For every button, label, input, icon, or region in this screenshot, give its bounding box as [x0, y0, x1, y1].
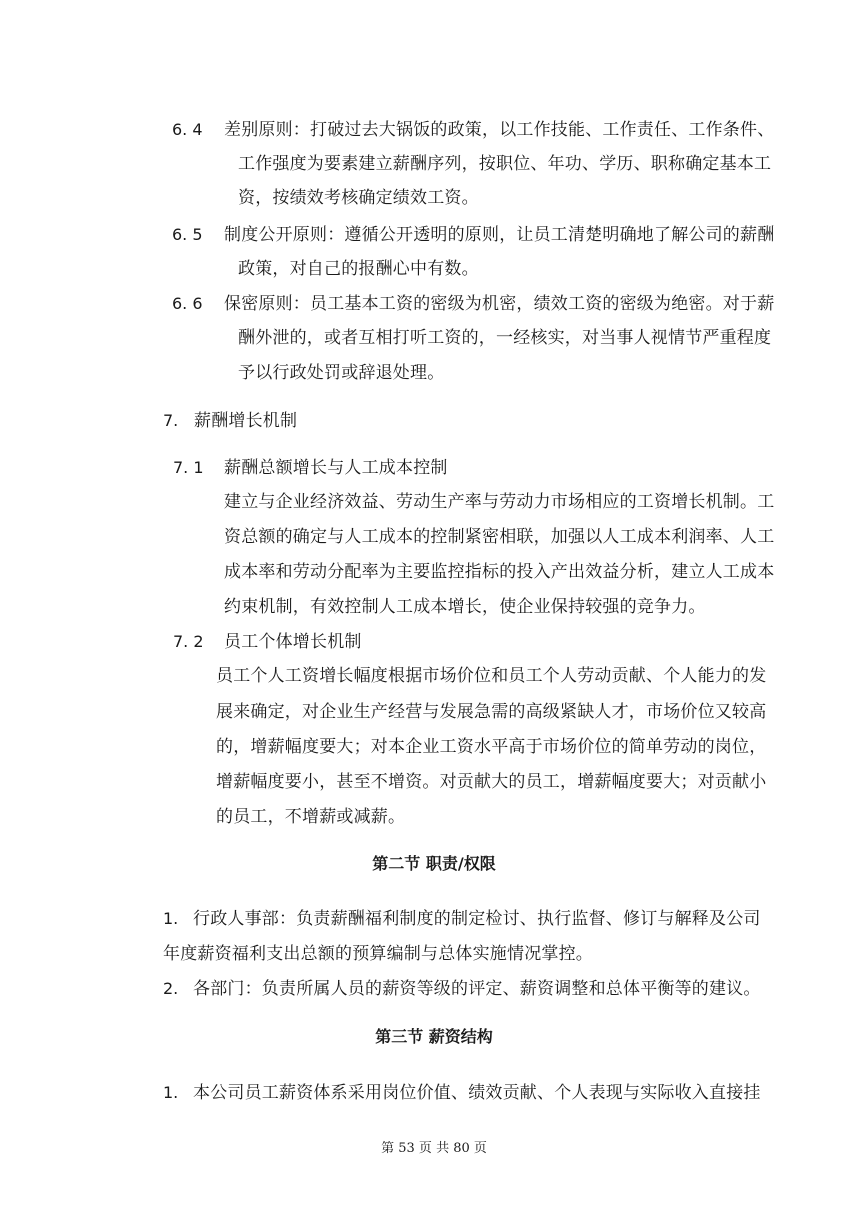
- clause-7-title: 薪酬增长机制: [194, 411, 298, 431]
- clause-6-4-line-1: 差别原则：打破过去大锅饭的政策，以工作技能、工作责任、工作条件、: [224, 120, 775, 140]
- section-2-item-2-line-1: 各部门：负责所属人员的薪资等级的评定、薪资调整和总体平衡等的建议。: [193, 979, 761, 999]
- section-2-heading: 第二节 职责/权限: [372, 854, 496, 873]
- section-2-item-1-line-2: 年度薪资福利支出总额的预算编制与总体实施情况掌控。: [163, 944, 593, 964]
- clause-number-6-4: 6. 4: [172, 120, 203, 139]
- clause-7-2-line-4: 增薪幅度要小，甚至不增资。对贡献大的员工，增薪幅度要大；对贡献小: [216, 772, 767, 792]
- clause-7-2-line-5: 的员工，不增薪或减薪。: [216, 807, 406, 827]
- section-3-item-1-line-1: 本公司员工薪资体系采用岗位价值、绩效贡献、个人表现与实际收入直接挂: [193, 1083, 761, 1103]
- clause-6-4-line-3: 资，按绩效考核确定绩效工资。: [238, 188, 479, 208]
- section-2-item-1-line-1: 行政人事部：负责薪酬福利制度的制定检讨、执行监督、修订与解释及公司: [193, 909, 761, 929]
- clause-number-6-5: 6. 5: [172, 225, 203, 244]
- clause-7-1-line-3: 成本率和劳动分配率为主要监控指标的投入产出效益分析，建立人工成本: [224, 562, 775, 582]
- clause-number-6-6: 6. 6: [172, 294, 203, 313]
- section-2-item-2-number: 2.: [163, 979, 179, 998]
- clause-6-6-line-3: 予以行政处罚或辞退处理。: [238, 363, 445, 383]
- clause-number-7-2: 7. 2: [173, 632, 204, 651]
- clause-6-6-line-2: 酬外泄的，或者互相打听工资的，一经核实，对当事人视情节严重程度: [238, 328, 772, 348]
- clause-6-5-line-2: 政策，对自己的报酬心中有数。: [238, 259, 479, 279]
- clause-6-6-line-1: 保密原则：员工基本工资的密级为机密，绩效工资的密级为绝密。对于薪: [224, 294, 775, 314]
- section-2-item-1-number: 1.: [163, 909, 179, 928]
- clause-7-1-line-1: 建立与企业经济效益、劳动生产率与劳动力市场相应的工资增长机制。工: [224, 492, 775, 512]
- clause-7-1-title: 薪酬总额增长与人工成本控制: [224, 458, 448, 478]
- clause-7-2-line-1: 员工个人工资增长幅度根据市场价位和员工个人劳动贡献、个人能力的发: [216, 666, 767, 686]
- clause-6-4-line-2: 工作强度为要素建立薪酬序列，按职位、年功、学历、职称确定基本工: [238, 154, 772, 174]
- clause-7-1-line-4: 约束机制，有效控制人工成本增长，使企业保持较强的竞争力。: [224, 597, 706, 617]
- clause-7-2-line-2: 展来确定，对企业生产经营与发展急需的高级紧缺人才，市场价位又较高: [216, 702, 767, 722]
- section-3-heading: 第三节 薪资结构: [375, 1027, 493, 1046]
- clause-7-1-line-2: 资总额的确定与人工成本的控制紧密相联，加强以人工成本利润率、人工: [224, 527, 775, 547]
- clause-number-7-1: 7. 1: [173, 458, 204, 477]
- clause-6-5-line-1: 制度公开原则：遵循公开透明的原则，让员工清楚明确地了解公司的薪酬: [224, 225, 775, 245]
- section-3-item-1-number: 1.: [163, 1083, 179, 1102]
- clause-7-2-title: 员工个体增长机制: [224, 632, 362, 652]
- page-number-footer: 第 53 页 共 80 页: [381, 1141, 487, 1156]
- clause-7-2-line-3: 的，增薪幅度要大；对本企业工资水平高于市场价位的简单劳动的岗位，: [216, 737, 767, 757]
- clause-number-7: 7.: [163, 411, 179, 430]
